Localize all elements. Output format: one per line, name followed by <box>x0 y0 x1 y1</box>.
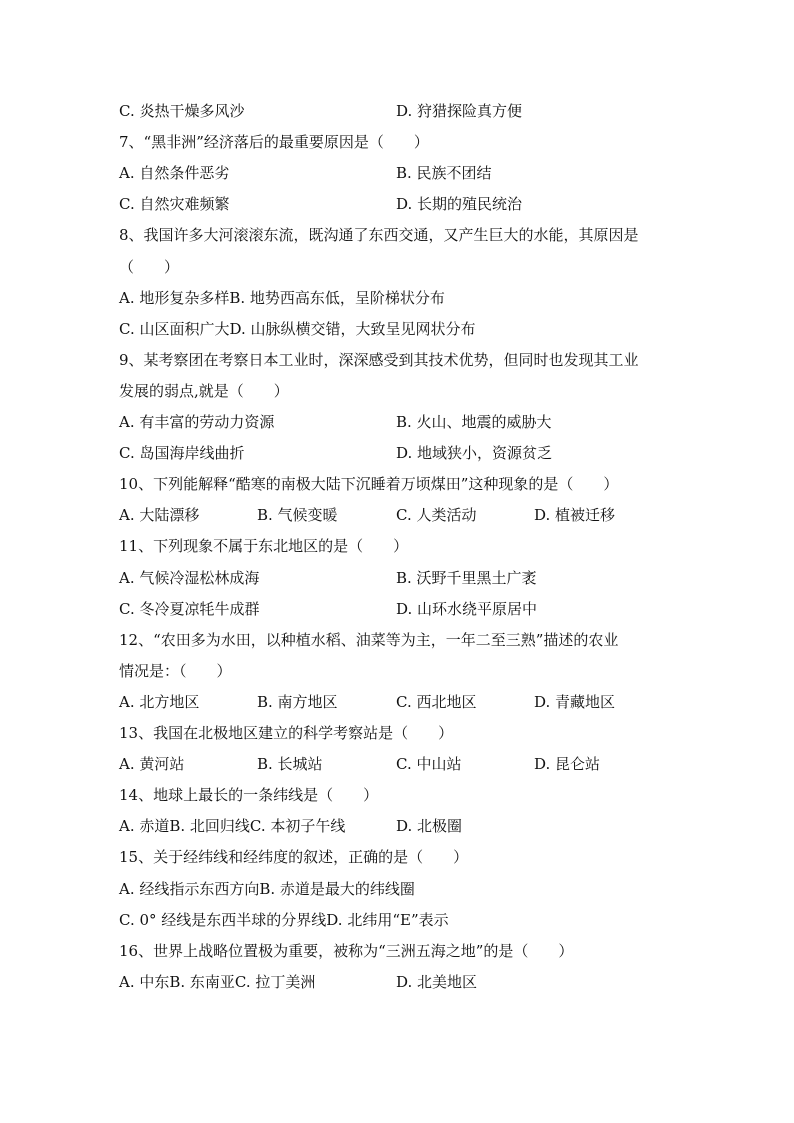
question-line <box>0 785 794 805</box>
options-line <box>0 692 794 712</box>
question-line <box>0 288 794 308</box>
option-a: A. 黄河站 <box>119 755 185 774</box>
option-right: B. 火山、地震的威胁大 <box>396 413 552 431</box>
question-line <box>0 910 794 930</box>
question-text: 14、地球上最长的一条纬线是（ ） <box>119 786 379 805</box>
options-line <box>0 443 794 463</box>
question-line <box>0 536 794 556</box>
option-right: D. 北极圈 <box>396 817 463 836</box>
question-line <box>0 350 794 370</box>
option-a: A. 北方地区 <box>119 692 200 711</box>
question-text: 发展的弱点,就是（ ） <box>119 381 289 400</box>
options-line <box>0 816 794 836</box>
question-text: 13、我国在北极地区建立的科学考察站是（ ） <box>119 724 454 742</box>
question-text: 11、下列现象不属于东北地区的是（ ） <box>119 537 409 556</box>
question-line <box>0 474 794 494</box>
question-text: 12、“农田多为水田，以种植水稻、油菜等为主，一年二至三熟”描述的农业 <box>119 630 619 649</box>
question-text: 8、我国许多大河滚滚东流，既沟通了东西交通，又产生巨大的水能，其原因是 <box>119 226 639 245</box>
option-c: C. 西北地区 <box>396 692 477 711</box>
option-left: C. 岛国海岸线曲折 <box>119 444 245 463</box>
question-text: A. 经线指示东西方向B. 赤道是最大的纬线圈 <box>119 879 415 898</box>
option-right: D. 地域狭小，资源贫乏 <box>396 444 553 463</box>
question-line <box>0 257 794 277</box>
options-line <box>0 568 794 588</box>
option-right: D. 狩猎探险真方便 <box>396 102 523 120</box>
question-text: 情况是：（ ） <box>119 661 232 680</box>
option-d: D. 昆仑站 <box>534 755 601 774</box>
options-line <box>0 412 794 432</box>
option-a: A. 大陆漂移 <box>119 506 200 525</box>
option-right: D. 山环水绕平原居中 <box>396 599 538 618</box>
question-line <box>0 941 794 961</box>
question-line <box>0 381 794 401</box>
options-line <box>0 101 794 121</box>
question-text: 15、关于经纬线和经纬度的叙述，正确的是（ ） <box>119 848 469 867</box>
question-text: （ ） <box>119 257 180 276</box>
question-line <box>0 723 794 743</box>
question-text: C. 山区面积广大D. 山脉纵横交错，大致呈见网状分布 <box>119 319 476 338</box>
option-d: D. 植被迁移 <box>534 506 616 525</box>
option-left: C. 冬冷夏凉牦牛成群 <box>119 599 260 618</box>
question-line <box>0 879 794 899</box>
question-line <box>0 630 794 650</box>
question-text: 10、下列能解释“酷寒的南极大陆下沉睡着万顷煤田”这种现象的是（ ） <box>119 475 619 494</box>
option-left: C. 炎热干燥多风沙 <box>119 102 245 120</box>
question-text: 9、某考察团在考察日本工业时，深深感受到其技术优势，但同时也发现其工业 <box>119 350 639 369</box>
option-c: C. 人类活动 <box>396 506 477 525</box>
question-line <box>0 132 794 152</box>
options-line <box>0 972 794 992</box>
option-right: D. 北美地区 <box>396 972 478 991</box>
option-left: A. 赤道B. 北回归线C. 本初子午线 <box>119 817 346 836</box>
question-line <box>0 847 794 867</box>
question-text: A. 地形复杂多样B. 地势西高东低，呈阶梯状分布 <box>119 288 445 307</box>
options-line <box>0 505 794 525</box>
option-left: A. 中东B. 东南亚C. 拉丁美洲 <box>119 972 316 991</box>
option-right: D. 长期的殖民统治 <box>396 195 523 214</box>
option-left: A. 自然条件恶劣 <box>119 164 230 183</box>
option-b: B. 长城站 <box>257 755 323 774</box>
option-right: B. 民族不团结 <box>396 164 492 183</box>
option-d: D. 青藏地区 <box>534 692 616 711</box>
option-left: A. 有丰富的劳动力资源 <box>119 413 275 431</box>
option-right: B. 沃野千里黑土广袤 <box>396 568 537 587</box>
option-b: B. 南方地区 <box>257 692 338 711</box>
question-text: 7、“黑非洲”经济落后的最重要原因是（ ） <box>119 133 429 152</box>
options-line <box>0 163 794 183</box>
question-text: C. 0° 经线是东西半球的分界线D. 北纬用“E”表示 <box>119 910 449 929</box>
option-b: B. 气候变暖 <box>257 506 338 525</box>
question-text: 16、世界上战略位置极为重要，被称为“三洲五海之地”的是（ ） <box>119 941 574 960</box>
options-line <box>0 599 794 619</box>
question-line <box>0 319 794 339</box>
option-left: A. 气候冷湿松林成海 <box>119 568 260 587</box>
option-left: C. 自然灾难频繁 <box>119 195 230 214</box>
options-line <box>0 194 794 214</box>
options-line <box>0 754 794 774</box>
question-line <box>0 225 794 245</box>
option-c: C. 中山站 <box>396 755 462 774</box>
question-line <box>0 661 794 681</box>
